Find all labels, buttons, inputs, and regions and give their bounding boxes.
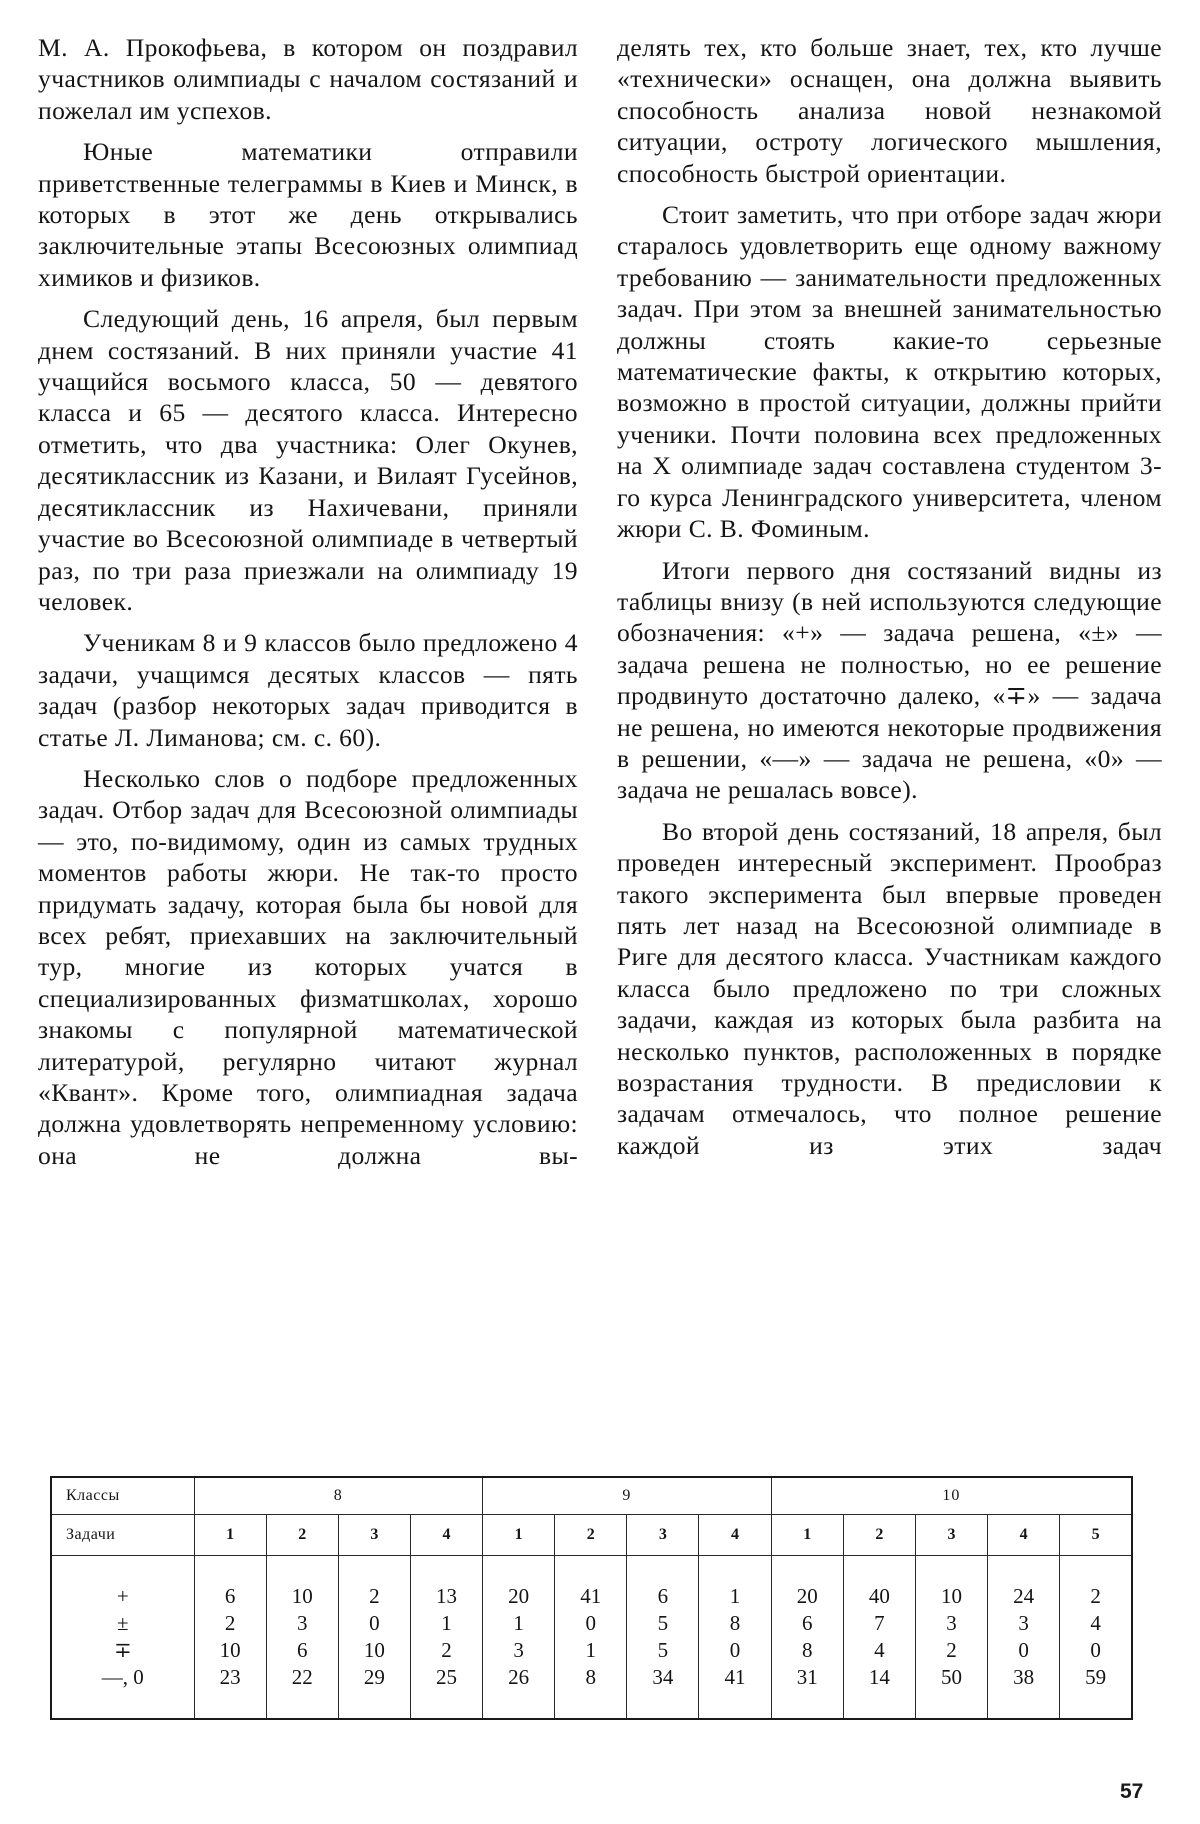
- column-cell: [627, 1556, 699, 1720]
- column-cell: [988, 1556, 1060, 1720]
- left-column: [38, 32, 578, 1181]
- row-label: —, 0: [101, 1665, 144, 1689]
- task-header: 1: [483, 1515, 555, 1556]
- table-value: 1: [729, 1584, 741, 1608]
- task-header: 5: [1060, 1515, 1132, 1556]
- task-header: 4: [699, 1515, 771, 1556]
- table-value: 59: [1085, 1665, 1107, 1689]
- table-value: 14: [868, 1665, 890, 1689]
- row-label: ±: [116, 1611, 129, 1635]
- table-value: 0: [1018, 1638, 1029, 1662]
- column-cell: [843, 1556, 915, 1720]
- task-header: 3: [915, 1515, 987, 1556]
- class-9-header: 9: [483, 1477, 772, 1515]
- table-value: 25: [435, 1665, 457, 1689]
- table-value: 40: [868, 1584, 890, 1608]
- table-value: 34: [652, 1665, 674, 1689]
- row-label: ∓: [113, 1638, 132, 1662]
- table-header-classes: [51, 1477, 1132, 1515]
- tasks-label: Задачи: [51, 1515, 194, 1556]
- task-header: 4: [410, 1515, 482, 1556]
- table-value: 8: [729, 1611, 741, 1635]
- table-value: 6: [224, 1584, 236, 1608]
- table-value: 7: [874, 1611, 885, 1635]
- table-value: 13: [435, 1584, 457, 1608]
- row-label: +: [116, 1584, 129, 1608]
- column-cell: [771, 1556, 843, 1720]
- table-value: 1: [585, 1638, 597, 1662]
- table-value: 20: [508, 1584, 530, 1608]
- class-8-header: 8: [194, 1477, 483, 1515]
- table-value: 1: [513, 1611, 524, 1635]
- table-value: 4: [874, 1638, 885, 1662]
- table-data-row: [51, 1556, 1132, 1720]
- right-column: [617, 32, 1162, 1171]
- table-value: 5: [657, 1611, 669, 1635]
- class-10-header: 10: [771, 1477, 1132, 1515]
- paragraph: Итоги первого дня состязаний видны из таблицы внизу (в ней используются следующие обозначения: «+» — задача решена, «±» — задача решена не полностью, но ее решение продвинуто достаточно далеко, «∓» — задача не решена, но имеются некоторые продвижения в решении, «—» — задача не решена, «0» — задача не решалась вовсе).: [617, 555, 1162, 805]
- paragraph: Во второй день состязаний, 18 апреля, был проведен интересный эксперимент. Прообраз такого эксперимента был впервые проведен пять лет назад на Всесоюзной олимпиаде в Риге для десятого класса. Участникам каждого класса было предложено по три сложных задачи, каждая из которых была разбита на несколько пунктов, расположенных в порядке возрастания трудности. В предисловии к задачам отмечалось, что полное решение каждой из этих задач: [617, 816, 1162, 1160]
- paragraph: Юные математики отправили приветственные телеграммы в Киев и Минск, в которых в этот же день открывались заключительные этапы Всесоюзных олимпиад химиков и физиков.: [38, 137, 578, 292]
- table-value: 38: [1013, 1665, 1035, 1689]
- table-value: 6: [657, 1584, 669, 1608]
- table-value: 3: [946, 1611, 957, 1635]
- paragraph: делять тех, кто больше знает, тех, кто лучше «технически» оснащен, она должна выявить способность анализа новой незнакомой ситуации, остроту логического мышления, способность быстрой ориентации.: [617, 33, 1162, 188]
- table-value: 6: [296, 1638, 308, 1662]
- paragraph: М. А. Прокофьева, в котором он поздравил участников олимпиады с началом состязаний и пожелал им успехов.: [38, 33, 578, 125]
- table-value: 6: [801, 1611, 813, 1635]
- table-value: 10: [291, 1584, 313, 1608]
- column-cell: [194, 1556, 266, 1720]
- table-value: 2: [441, 1638, 452, 1662]
- table-value: 10: [363, 1638, 385, 1662]
- table-value: 41: [580, 1584, 602, 1608]
- column-cell: [483, 1556, 555, 1720]
- table-value: 50: [940, 1665, 962, 1689]
- results-table: [50, 1476, 1133, 1720]
- table-value: 3: [296, 1611, 308, 1635]
- table-value: 10: [219, 1638, 241, 1662]
- task-header: 3: [627, 1515, 699, 1556]
- table-value: 5: [657, 1638, 669, 1662]
- task-header: 2: [843, 1515, 915, 1556]
- table-value: 4: [1090, 1611, 1101, 1635]
- table-value: 0: [1090, 1638, 1101, 1662]
- task-header: 3: [338, 1515, 410, 1556]
- table-header-tasks: [51, 1515, 1132, 1556]
- column-cell: [1060, 1556, 1132, 1720]
- table-value: 8: [585, 1665, 597, 1689]
- table-value: 2: [1090, 1584, 1101, 1608]
- task-header: 2: [266, 1515, 338, 1556]
- table-value: 29: [363, 1665, 385, 1689]
- table-value: 2: [946, 1638, 957, 1662]
- table-value: 22: [291, 1665, 313, 1689]
- column-cell: [410, 1556, 482, 1720]
- table-value: 3: [513, 1638, 524, 1662]
- column-cell: [338, 1556, 410, 1720]
- task-header: 4: [988, 1515, 1060, 1556]
- column-cell: [266, 1556, 338, 1720]
- column-cell: [915, 1556, 987, 1720]
- table-value: 24: [1013, 1584, 1035, 1608]
- task-header: 1: [771, 1515, 843, 1556]
- row-labels: [51, 1556, 194, 1720]
- paragraph: Стоит заметить, что при отборе задач жюри старалось удовлетворить еще одному важному требованию — занимательности предложенных задач. При этом за внешней занимательностью должны стоять какие-то серьезные математические факты, к открытию которых, возможно в простой ситуации, должны прийти ученики. Почти половина всех предложенных на X олимпиаде задач составлена студентом 3-го курса Ленинградского университета, членом жюри С. В. Фоминым.: [617, 200, 1162, 544]
- paragraph: Ученикам 8 и 9 классов было предложено 4 задачи, учащимся десятых классов — пять задач (разбор некоторых задач приводится в статье Л. Лиманова; см. с. 60).: [38, 628, 578, 752]
- table-value: 0: [369, 1611, 380, 1635]
- table-value: 41: [724, 1665, 746, 1689]
- table-value: 2: [369, 1584, 380, 1608]
- table-value: 23: [219, 1665, 241, 1689]
- table-value: 0: [729, 1638, 741, 1662]
- column-cell: [555, 1556, 627, 1720]
- table-value: 2: [224, 1611, 236, 1635]
- table-value: 8: [801, 1638, 813, 1662]
- classes-label: Классы: [51, 1477, 194, 1515]
- table-value: 31: [796, 1665, 818, 1689]
- table-value: 20: [796, 1584, 818, 1608]
- task-header: 2: [555, 1515, 627, 1556]
- table-value: 26: [508, 1665, 530, 1689]
- table-value: 1: [441, 1611, 452, 1635]
- table-value: 10: [940, 1584, 962, 1608]
- paragraph: Несколько слов о подборе предложенных задач. Отбор задач для Всесоюзной олимпиады — это, по-видимому, один из самых трудных моментов работы жюри. Не так-то просто придумать задачу, которая была бы новой для всех ребят, приехавших на заключительный тур, многие из которых учатся в специализированных физматшколах, хорошо знакомы с популярной математической литературой, регулярно читают журнал «Квант». Кроме того, олимпиадная задача должна удовлетворять непременному условию: она не должна вы-: [38, 763, 578, 1170]
- page-number: 57: [1120, 1780, 1144, 1803]
- table-value: 0: [585, 1611, 597, 1635]
- column-cell: [699, 1556, 771, 1720]
- paragraph: Следующий день, 16 апреля, был первым днем состязаний. В них приняли участие 41 учащийся восьмого класса, 50 — девятого класса и 65 — десятого класса. Интересно отметить, что два участника: Олег Окунев, десятиклассник из Казани, и Вилаят Гусейнов, десятиклассник из Нахичевани, приняли участие во Всесоюзной олимпиаде в четвертый раз, по три раза приезжали на олимпиаду 19 человек.: [38, 304, 578, 616]
- task-header: 1: [194, 1515, 266, 1556]
- table-value: 3: [1018, 1611, 1029, 1635]
